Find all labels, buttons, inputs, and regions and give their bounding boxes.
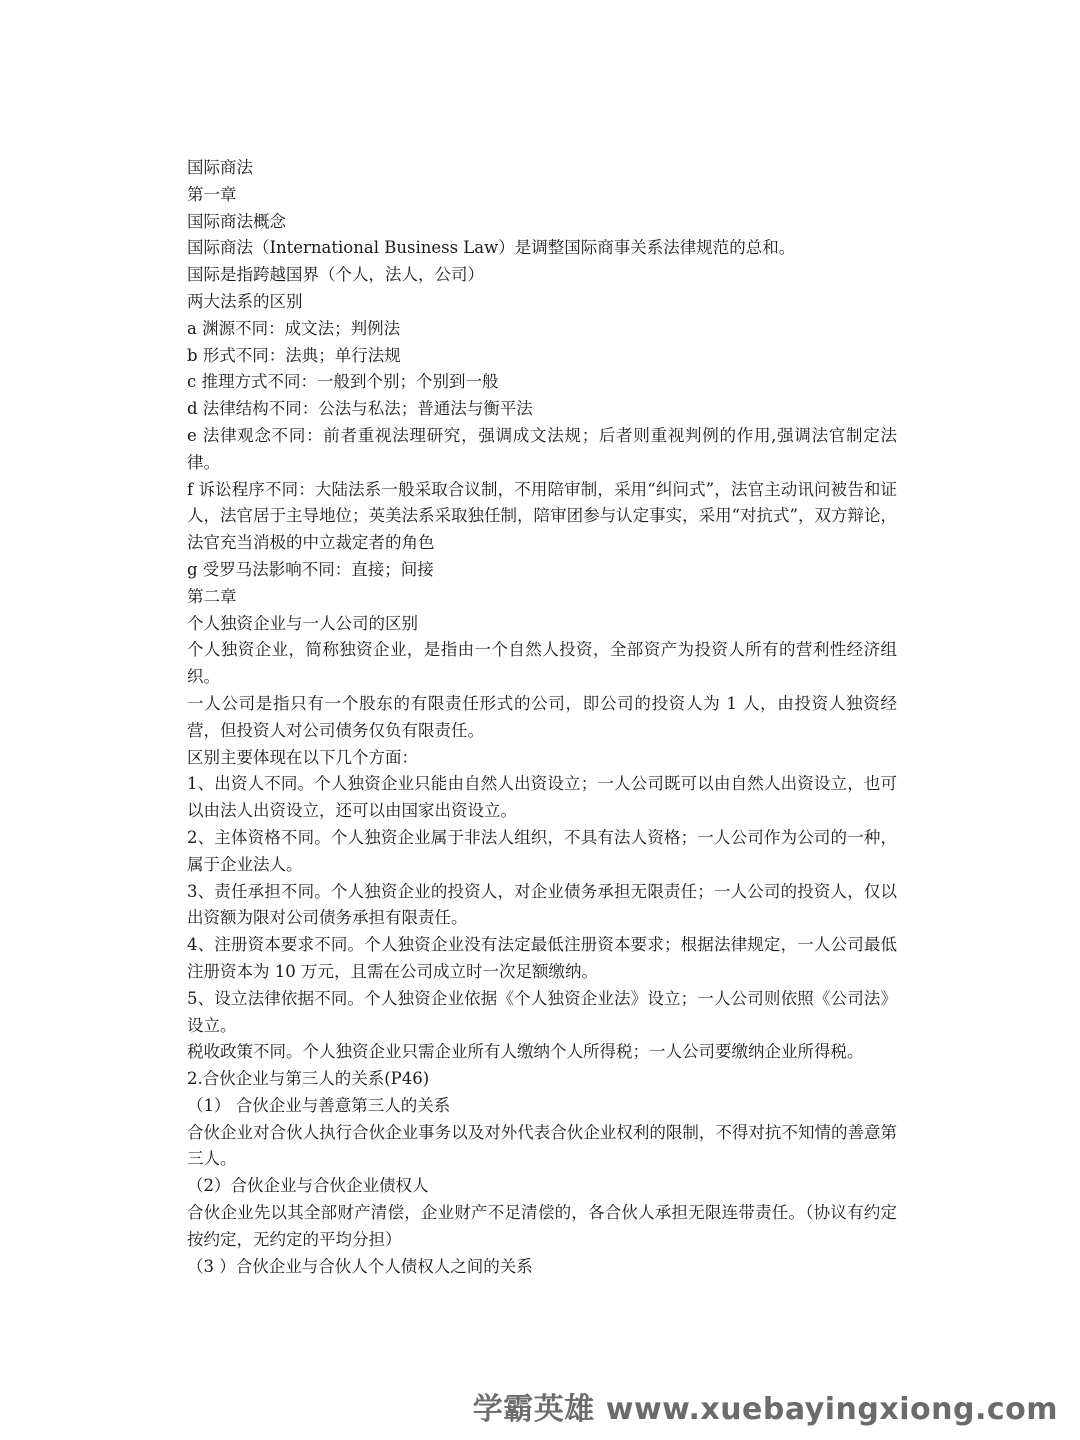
paragraph: 税收政策不同。个人独资企业只需企业所有人缴纳个人所得税；一人公司要缴纳企业所得税。 xyxy=(187,1042,864,1062)
list-item: f 诉讼程序不同：大陆法系一般采取合议制，不用陪审制，采用“纠问式”，法官主动讯问被告和证人，法官居于主导地位；英美法系采取独任制，陪审团参与认定事实，采用“对抗式”，双方辩论，法官充当消极的中立裁定者的角色 xyxy=(187,479,897,553)
list-item: c 推理方式不同：一般到个别；个别到一般 xyxy=(187,372,499,392)
paragraph: 合伙企业对合伙人执行合伙企业事务以及对外代表合伙企业权利的限制，不得对抗不知情的善意第三人。 xyxy=(187,1122,897,1169)
watermark: 学霸英雄 www.xuebayingxiong.com xyxy=(472,1392,1058,1427)
subsection-heading: （1） 合伙企业与善意第三人的关系 xyxy=(187,1095,451,1115)
list-item: 5、设立法律依据不同。个人独资企业依据《个人独资企业法》设立；一人公司则依照《公司法》设立。 xyxy=(187,988,897,1035)
paragraph: 个人独资企业，简称独资企业，是指由一个自然人投资，全部资产为投资人所有的营利性经济组织。 xyxy=(187,640,897,687)
paragraph: 区别主要体现在以下几个方面： xyxy=(187,747,418,767)
list-item: 4、注册资本要求不同。个人独资企业没有法定最低注册资本要求；根据法律规定，一人公司最低注册资本为 10 万元，且需在公司成立时一次足额缴纳。 xyxy=(187,935,897,981)
subsection-heading: （2）合伙企业与合伙企业债权人 xyxy=(187,1176,429,1196)
subsection-heading: （3 ）合伙企业与合伙人个人债权人之间的关系 xyxy=(187,1256,533,1276)
section-heading: 个人独资企业与一人公司的区别 xyxy=(187,613,418,633)
list-item: a 渊源不同：成文法；判例法 xyxy=(187,318,401,338)
list-item: g 受罗马法影响不同：直接；间接 xyxy=(187,559,434,579)
paragraph: 国际是指跨越国界（个人，法人，公司） xyxy=(187,265,484,285)
chapter-heading: 第二章 xyxy=(187,586,237,606)
list-item: 1、出资人不同。个人独资企业只能由自然人出资设立；一人公司既可以由自然人出资设立，也可以由法人出资设立，还可以由国家出资设立。 xyxy=(187,774,897,821)
list-item: d 法律结构不同：公法与私法；普通法与衡平法 xyxy=(187,399,533,419)
paragraph: 国际商法（International Business Law）是调整国际商事关系法律规范的总和。 xyxy=(187,238,796,258)
section-heading: 国际商法概念 xyxy=(187,211,286,231)
document-body xyxy=(187,155,897,1280)
chapter-heading: 第一章 xyxy=(187,184,237,204)
section-heading: 两大法系的区别 xyxy=(187,291,303,311)
list-item: e 法律观念不同：前者重视法理研究，强调成文法规；后者则重视判例的作用,强调法官制定法律。 xyxy=(187,425,897,472)
section-heading: 2.合伙企业与第三人的关系(P46) xyxy=(187,1069,430,1089)
paragraph: 合伙企业先以其全部财产清偿，企业财产不足清偿的，各合伙人承担无限连带责任。（协议有约定按约定，无约定的平均分担） xyxy=(187,1203,897,1249)
paragraph: 一人公司是指只有一个股东的有限责任形式的公司，即公司的投资人为 1 人，由投资人独资经营，但投资人对公司债务仅负有限责任。 xyxy=(187,693,897,740)
doc-title: 国际商法 xyxy=(187,158,253,177)
list-item: 2、主体资格不同。个人独资企业属于非法人组织，不具有法人资格；一人公司作为公司的一种，属于企业法人。 xyxy=(187,827,897,874)
list-item: b 形式不同：法典；单行法规 xyxy=(187,345,401,365)
list-item: 3、责任承担不同。个人独资企业的投资人，对企业债务承担无限责任；一人公司的投资人，仅以出资额为限对公司债务承担有限责任。 xyxy=(187,881,897,928)
